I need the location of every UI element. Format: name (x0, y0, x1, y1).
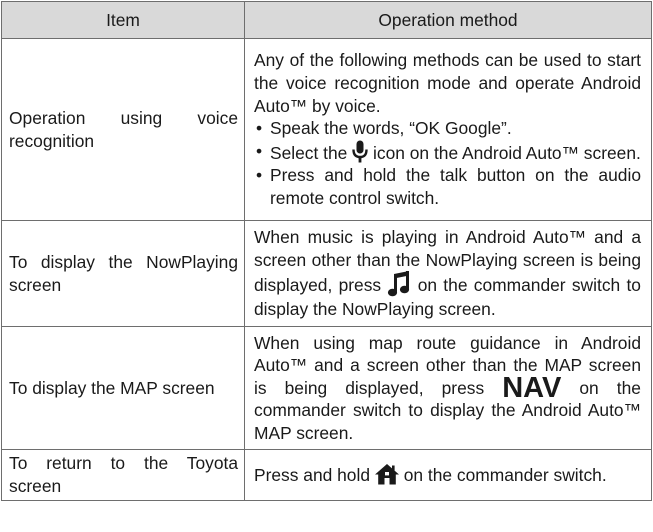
header-row (2, 2, 652, 39)
item-cell: To display the MAP screen (2, 327, 245, 450)
table-row (2, 327, 652, 450)
list-item (254, 140, 641, 165)
method-cell (245, 450, 652, 501)
operation-table (1, 1, 652, 501)
music-note-icon (387, 275, 411, 295)
header-item: Item (2, 2, 245, 39)
method-cell (245, 221, 652, 327)
table-row (2, 39, 652, 221)
method-text-post: on the commander switch. (403, 464, 607, 485)
nav-button-icon: NAV (502, 371, 562, 404)
method-cell (245, 39, 652, 221)
method-text-pre: When using map route guidance in Android Auto™ and a screen other than the MAP screen is being displayed, press (254, 332, 641, 398)
method-text-post: on the commander switch to display the NowPlaying screen. (254, 275, 641, 320)
method-text-post: on the commander switch to display the Android Auto™ MAP screen. (254, 377, 641, 443)
microphone-icon (352, 143, 368, 163)
table-row (2, 450, 652, 501)
bullet-text-post: icon on the Android Auto™ screen. (373, 142, 641, 163)
list-item: • Press and hold the talk button on the audio remote control switch. (254, 164, 641, 209)
item-cell: To return to the Toyota screen (2, 450, 245, 501)
header-operation-method: Operation method (245, 2, 652, 39)
table-row (2, 221, 652, 327)
bullet-text-pre: Select the (270, 142, 348, 163)
method-text-pre: When music is playing in Android Auto™ and a screen other than the NowPlaying screen is being displayed, press (254, 227, 641, 296)
method-intro: Any of the following methods can be used to start the voice recognition mode and operate Android Auto™ by voice. (254, 50, 641, 116)
method-cell (245, 327, 652, 450)
list-item: • Speak the words, “OK Google”. (254, 117, 641, 140)
home-icon (375, 465, 399, 485)
method-list (254, 117, 641, 209)
item-cell: To display the NowPlaying screen (2, 221, 245, 327)
method-text-pre: Press and hold (254, 464, 371, 485)
item-cell: Operation using voice recognition (2, 39, 245, 221)
